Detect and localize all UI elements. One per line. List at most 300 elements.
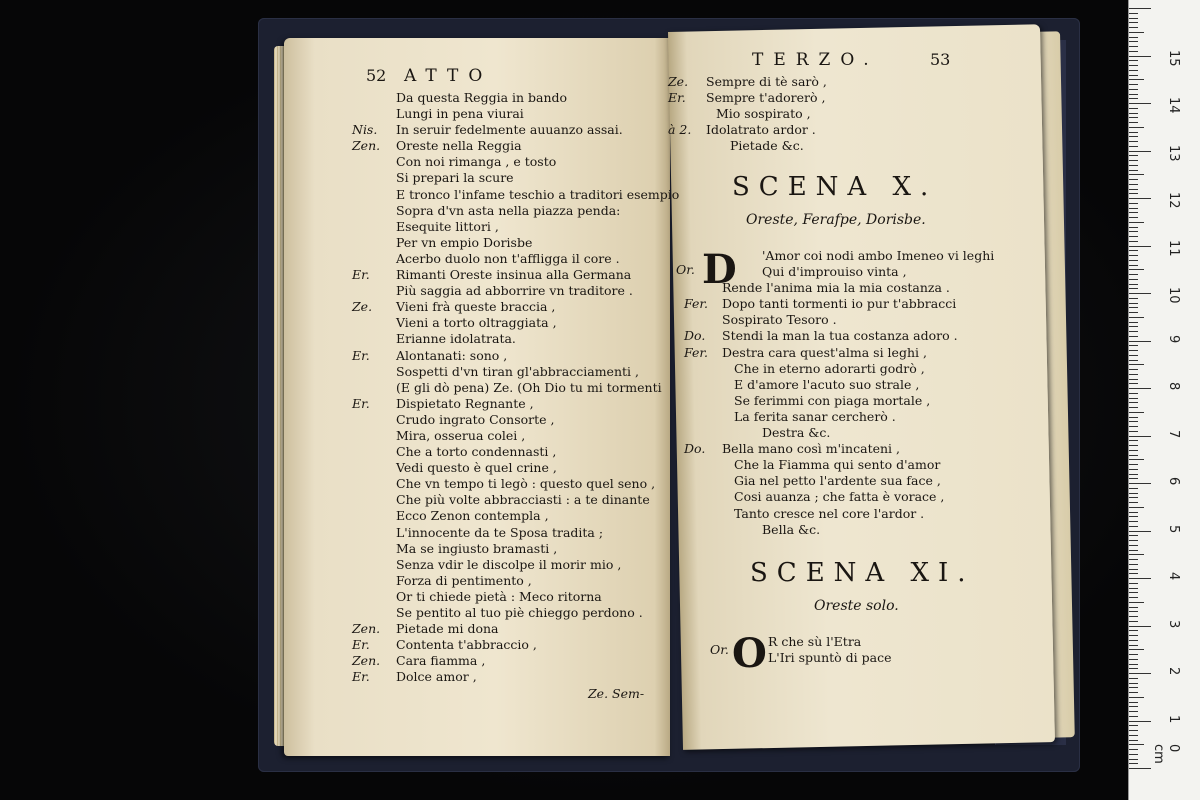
verse-text: Sempre di tè sarò , [706, 74, 827, 89]
verse-text: Alontanati: sono , [396, 347, 508, 363]
scene-xi-speaker: Or. [710, 642, 729, 657]
ruler-tick [1129, 602, 1144, 603]
measuring-ruler [1128, 0, 1200, 800]
text-line [768, 650, 892, 666]
ruler-tick [1129, 535, 1138, 536]
ruler-tick [1129, 450, 1138, 451]
ruler-tick [1129, 488, 1138, 489]
ruler-tick [1129, 184, 1138, 185]
ruler-tick [1129, 649, 1144, 650]
ruler-tick [1129, 664, 1138, 665]
ruler-tick [1129, 70, 1138, 71]
text-line [684, 377, 994, 393]
verse-text: Che la Fiamma qui sento d'amor [734, 457, 941, 473]
ruler-tick [1129, 426, 1138, 427]
verse-text: Più saggia ad abborrire vn traditore . [396, 283, 633, 299]
ruler-tick [1129, 687, 1138, 688]
ruler-number: 11 [1166, 239, 1181, 257]
verse-text: L'Iri spuntò di pace [768, 650, 892, 666]
ruler-tick [1129, 307, 1138, 308]
ruler-tick [1129, 322, 1138, 323]
ruler-tick [1129, 127, 1144, 128]
ruler-tick [1129, 236, 1138, 237]
ruler-tick [1129, 65, 1138, 66]
ruler-tick [1129, 136, 1138, 137]
ruler-tick [1129, 706, 1138, 707]
ruler-tick [1129, 640, 1138, 641]
text-line [668, 74, 827, 90]
text-line [684, 409, 994, 425]
speaker-label: Zen. [352, 138, 381, 154]
ruler-number: 13 [1166, 144, 1181, 162]
text-line [352, 621, 679, 637]
ruler-tick [1129, 89, 1138, 90]
scene-x-dropcap: D [702, 246, 737, 293]
verse-text: Crudo ingrato Consorte , [396, 411, 555, 427]
verse-text: Cara fiamma , [396, 653, 486, 669]
ruler-tick [1129, 160, 1138, 161]
right-running-head: TERZO. [752, 50, 879, 70]
ruler-tick [1129, 364, 1144, 365]
ruler-number: 4 [1166, 572, 1181, 581]
ruler-tick [1129, 740, 1138, 741]
ruler-tick [1129, 716, 1138, 717]
ruler-tick [1129, 203, 1138, 204]
ruler-tick [1129, 550, 1138, 551]
verse-text: Destra cara quest'alma si leghi , [722, 344, 927, 360]
ruler-tick [1129, 526, 1138, 527]
text-line [352, 637, 679, 653]
ruler-tick [1129, 402, 1138, 403]
verse-text: Pietade &c. [730, 138, 804, 154]
text-line [684, 312, 994, 328]
ruler-tick [1129, 749, 1138, 750]
text-line [352, 251, 679, 267]
ruler-tick [1129, 659, 1138, 660]
verse-text: Senza vdir le discolpe il morir mio , [396, 556, 622, 572]
ruler-tick [1129, 151, 1151, 152]
text-line [352, 154, 679, 170]
ruler-tick [1129, 759, 1138, 760]
verse-text: Or ti chiede pietà : Meco ritorna [396, 588, 602, 604]
verse-text: Rimanti Oreste insinua alla Germana [396, 267, 632, 283]
ruler-tick [1129, 464, 1138, 465]
text-line [352, 364, 679, 380]
speaker-label: Zen. [352, 653, 381, 669]
ruler-tick [1129, 730, 1138, 731]
ruler-tick [1129, 611, 1138, 612]
text-line [352, 476, 679, 492]
left-page-number: 52 [366, 66, 387, 85]
ruler-tick [1129, 27, 1138, 28]
text-line [352, 508, 679, 524]
ruler-tick [1129, 312, 1138, 313]
ruler-tick [1129, 274, 1138, 275]
verse-text: Vieni frà queste braccia , [396, 299, 556, 315]
verse-text: Contenta t'abbraccio , [396, 637, 537, 653]
ruler-number: 7 [1166, 429, 1181, 438]
ruler-tick [1129, 497, 1138, 498]
verse-text: Pietade mi dona [396, 621, 499, 637]
ruler-tick [1129, 388, 1151, 389]
verse-text: Da questa Reggia in bando [396, 90, 568, 105]
ruler-tick [1129, 108, 1138, 109]
scene-x-speaker: Or. [676, 262, 695, 277]
ruler-tick [1129, 284, 1138, 285]
ruler-tick [1129, 583, 1138, 584]
ruler-tick [1129, 231, 1138, 232]
verse-text: Esequite littori , [396, 218, 499, 234]
ruler-tick [1129, 265, 1138, 266]
ruler-tick [1129, 493, 1138, 494]
text-line [684, 441, 994, 457]
scene-xi-text [768, 634, 892, 666]
ruler-tick [1129, 146, 1138, 147]
verse-text: Mira, osserua colei , [396, 427, 526, 443]
verse-text: Dispietato Regnante , [396, 395, 534, 411]
ruler-tick [1129, 293, 1151, 294]
ruler-tick [1129, 41, 1138, 42]
text-line [352, 203, 679, 219]
ruler-tick [1129, 578, 1151, 579]
verse-text: Sopra d'vn asta nella piazza penda: [396, 202, 621, 218]
ruler-tick [1129, 288, 1138, 289]
ruler-tick [1129, 75, 1138, 76]
ruler-tick [1129, 103, 1151, 104]
verse-text: Sospirato Tesoro . [722, 312, 837, 328]
ruler-number: 5 [1166, 524, 1181, 533]
verse-text: Bella &c. [762, 521, 821, 537]
verse-text: Con noi rimanga , e tosto [396, 154, 557, 170]
verse-text: Che in eterno adorarti godrò , [734, 360, 925, 376]
ruler-tick [1129, 94, 1138, 95]
ruler-tick [1129, 407, 1138, 408]
ruler-tick [1129, 18, 1138, 19]
speaker-label: Do. [684, 328, 706, 344]
ruler-tick [1129, 336, 1138, 337]
ruler-tick [1129, 597, 1138, 598]
text-line [352, 380, 679, 396]
ruler-tick [1129, 22, 1138, 23]
scene-x-heading: SCENA X. [732, 172, 938, 202]
text-line [352, 460, 679, 476]
ruler-unit-label: 0 cm [1151, 744, 1181, 764]
left-running-head: ATTO [404, 66, 493, 86]
ruler-number: 8 [1166, 382, 1181, 391]
right-page-number: 53 [930, 50, 951, 69]
ruler-tick [1129, 84, 1138, 85]
ruler-tick [1129, 702, 1138, 703]
verse-text: Lungi in pena viurai [396, 106, 524, 122]
ruler-tick [1129, 317, 1144, 318]
text-line [352, 122, 679, 138]
ruler-tick [1129, 455, 1138, 456]
text-line [684, 345, 994, 361]
scene-xi-characters: Oreste solo. [814, 598, 899, 614]
ruler-number: 10 [1166, 287, 1181, 304]
ruler-tick [1129, 155, 1138, 156]
ruler-tick [1129, 744, 1144, 745]
verse-text: Stendi la man la tua costanza adoro . [722, 328, 958, 344]
ruler-tick [1129, 521, 1138, 522]
ruler-tick [1129, 56, 1151, 57]
verse-text: Forza di pentimento , [396, 572, 532, 588]
ruler-tick [1129, 645, 1138, 646]
ruler-tick [1129, 559, 1138, 560]
ruler-tick [1129, 341, 1151, 342]
verse-text: Erianne idolatrata. [396, 331, 516, 347]
verse-text: Che a torto condennasti , [396, 444, 557, 460]
verse-text: Rende l'anima mia la mia costanza . [722, 280, 950, 296]
speaker-label: Do. [684, 441, 706, 457]
speaker-label: Ze. [668, 74, 689, 89]
text-line [352, 315, 679, 331]
ruler-tick [1129, 502, 1138, 503]
text-line [352, 428, 679, 444]
scene-x-characters: Oreste, Ferafpe, Dorisbe. [746, 212, 926, 228]
text-line [684, 393, 994, 409]
ruler-tick [1129, 635, 1138, 636]
speaker-label: Er. [352, 347, 370, 363]
ruler-tick [1129, 345, 1138, 346]
verse-text: 'Amor coi nodi ambo Imeneo vi leghi [762, 248, 995, 263]
text-line [668, 90, 827, 106]
text-line [684, 457, 994, 473]
ruler-tick [1129, 79, 1144, 80]
verse-text: Cosi auanza ; che fatta è vorace , [734, 489, 945, 505]
ruler-tick [1129, 360, 1138, 361]
ruler-tick [1129, 569, 1138, 570]
ruler-tick [1129, 350, 1138, 351]
ruler-tick [1129, 117, 1138, 118]
text-line [668, 122, 827, 138]
text-line [684, 361, 994, 377]
ruler-tick [1129, 113, 1138, 114]
text-line [352, 396, 679, 412]
text-line [684, 425, 994, 441]
verse-text: L'innocente da te Sposa tradita ; [396, 524, 604, 540]
ruler-tick [1129, 326, 1138, 327]
ruler-tick [1129, 630, 1138, 631]
text-line [352, 653, 679, 669]
text-line [352, 589, 679, 605]
ruler-tick [1129, 440, 1138, 441]
verse-text: Ma se ingiusto bramasti , [396, 540, 558, 556]
ruler-tick [1129, 412, 1144, 413]
ruler-tick [1129, 260, 1138, 261]
ruler-tick [1129, 122, 1138, 123]
text-line [352, 187, 679, 203]
verse-text: Sospetti d'vn tiran gl'abbracciamenti , [396, 363, 639, 379]
ruler-tick [1129, 607, 1138, 608]
ruler-tick [1129, 217, 1138, 218]
verse-text: Vedi questo è quel crine , [396, 460, 557, 476]
text-line [352, 541, 679, 557]
text-line [352, 348, 679, 364]
verse-text: Se pentito al tuo piè chieggo perdono . [396, 605, 643, 620]
text-line [684, 522, 994, 538]
ruler-tick [1129, 37, 1138, 38]
text-line [352, 138, 679, 154]
text-line [352, 412, 679, 428]
ruler-tick [1129, 174, 1144, 175]
text-line [352, 525, 679, 541]
speaker-label: Er. [668, 90, 686, 106]
ruler-tick [1129, 588, 1138, 589]
text-line [352, 573, 679, 589]
ruler-tick [1129, 697, 1144, 698]
ruler-tick [1129, 421, 1138, 422]
ruler-tick [1129, 374, 1138, 375]
scene-xi-dropcap: O [732, 630, 767, 677]
verse-text: Mio sospirato , [716, 106, 811, 122]
verse-text: Che vn tempo ti legò : questo quel seno , [396, 476, 656, 492]
verse-text: In seruir fedelmente auuanzo assai. [396, 122, 623, 138]
ruler-number: 1 [1166, 714, 1181, 723]
text-line [352, 605, 679, 621]
ruler-tick [1129, 540, 1138, 541]
catchword: Ze. Sem- [588, 686, 645, 701]
ruler-tick [1129, 592, 1138, 593]
verse-text: E tronco l'infame teschio a traditori esempio [396, 186, 680, 202]
verse-text: Per vn empio Dorisbe [396, 234, 533, 250]
speaker-label: Nis. [352, 122, 378, 138]
ruler-tick [1129, 512, 1138, 513]
text-line [684, 328, 994, 344]
ruler-tick [1129, 735, 1138, 736]
ruler-tick [1129, 179, 1138, 180]
ruler-tick [1129, 255, 1138, 256]
ruler-tick [1129, 436, 1151, 437]
ruler-tick [1129, 692, 1138, 693]
speaker-label: Fer. [684, 344, 708, 360]
ruler-number: 3 [1166, 619, 1181, 628]
speaker-label: Fer. [684, 296, 708, 312]
ruler-tick [1129, 531, 1151, 532]
verse-text: Se ferimmi con piaga mortale , [734, 392, 931, 408]
ruler-tick [1129, 331, 1138, 332]
right-page-top-text [668, 74, 827, 154]
ruler-tick [1129, 483, 1151, 484]
ruler-tick [1129, 393, 1138, 394]
ruler-tick [1129, 46, 1138, 47]
ruler-tick [1129, 298, 1138, 299]
ruler-tick [1129, 763, 1138, 764]
verse-text: Gia nel petto l'ardente sua face , [734, 473, 941, 489]
text-line [684, 473, 994, 489]
verse-text: Dopo tanti tormenti io pur t'abbracci [722, 296, 957, 312]
verse-text: Destra &c. [762, 425, 831, 441]
left-page-text [352, 90, 679, 685]
speaker-label: Er. [352, 637, 370, 653]
ruler-tick [1129, 398, 1138, 399]
ruler-tick [1129, 445, 1138, 446]
ruler-tick [1129, 621, 1138, 622]
text-line [684, 489, 994, 505]
ruler-tick [1129, 13, 1138, 14]
text-line [352, 557, 679, 573]
ruler-tick [1129, 193, 1138, 194]
text-line [668, 138, 827, 154]
speaker-label: Er. [352, 267, 370, 283]
ruler-tick [1129, 32, 1144, 33]
ruler-tick [1129, 165, 1138, 166]
ruler-tick [1129, 668, 1138, 669]
verse-text: Idolatrato ardor . [706, 122, 816, 138]
speaker-label: Ze. [352, 299, 373, 315]
ruler-tick [1129, 60, 1138, 61]
ruler-tick [1129, 721, 1151, 722]
verse-text: E d'amore l'acuto suo strale , [734, 376, 920, 392]
ruler-number: 14 [1166, 97, 1181, 114]
ruler-tick [1129, 459, 1144, 460]
ruler-tick [1129, 507, 1144, 508]
ruler-tick [1129, 212, 1138, 213]
ruler-tick [1129, 768, 1151, 769]
ruler-tick [1129, 626, 1151, 627]
text-line [352, 219, 679, 235]
verse-text: Tanto cresce nel core l'ardor . [734, 505, 925, 521]
ruler-tick [1129, 673, 1151, 674]
ruler-tick [1129, 616, 1138, 617]
verse-text: Acerbo duolo non t'affligga il core . [396, 250, 620, 266]
scene-x-text [684, 248, 994, 538]
verse-text: Si prepari la scure [396, 170, 514, 186]
ruler-tick [1129, 545, 1138, 546]
ruler-tick [1129, 227, 1138, 228]
ruler-tick [1129, 516, 1138, 517]
ruler-tick [1129, 222, 1144, 223]
ruler-tick [1129, 208, 1138, 209]
text-line [668, 106, 827, 122]
verse-text: (E gli dò pena) Ze. (Oh Dio tu mi tormenti [396, 379, 662, 395]
text-line [352, 235, 679, 251]
ruler-tick [1129, 573, 1138, 574]
ruler-tick [1129, 141, 1138, 142]
ruler-tick [1129, 417, 1138, 418]
ruler-tick [1129, 383, 1138, 384]
verse-text: R che sù l'Etra [768, 634, 862, 649]
ruler-tick [1129, 725, 1138, 726]
text-line [768, 634, 892, 650]
ruler-tick [1129, 431, 1138, 432]
verse-text: Ecco Zenon contempla , [396, 508, 549, 524]
ruler-tick [1129, 754, 1138, 755]
text-line [352, 170, 679, 186]
ruler-tick [1129, 554, 1144, 555]
ruler-tick [1129, 250, 1138, 251]
verse-text: Oreste nella Reggia [396, 138, 522, 154]
ruler-tick [1129, 189, 1138, 190]
ruler-tick [1129, 246, 1151, 247]
ruler-tick [1129, 369, 1138, 370]
ruler-tick [1129, 51, 1138, 52]
ruler-tick [1129, 469, 1138, 470]
ruler-tick [1129, 279, 1138, 280]
speaker-label: Er. [352, 395, 370, 411]
text-line [352, 299, 679, 315]
text-line [352, 106, 679, 122]
text-line [352, 331, 679, 347]
text-line [352, 492, 679, 508]
text-line [684, 296, 994, 312]
text-line [352, 267, 679, 283]
verse-text: Sempre t'adorerò , [706, 90, 826, 106]
text-line [352, 90, 679, 106]
ruler-number: 6 [1166, 477, 1181, 486]
ruler-tick [1129, 564, 1138, 565]
ruler-number: 9 [1166, 334, 1181, 343]
